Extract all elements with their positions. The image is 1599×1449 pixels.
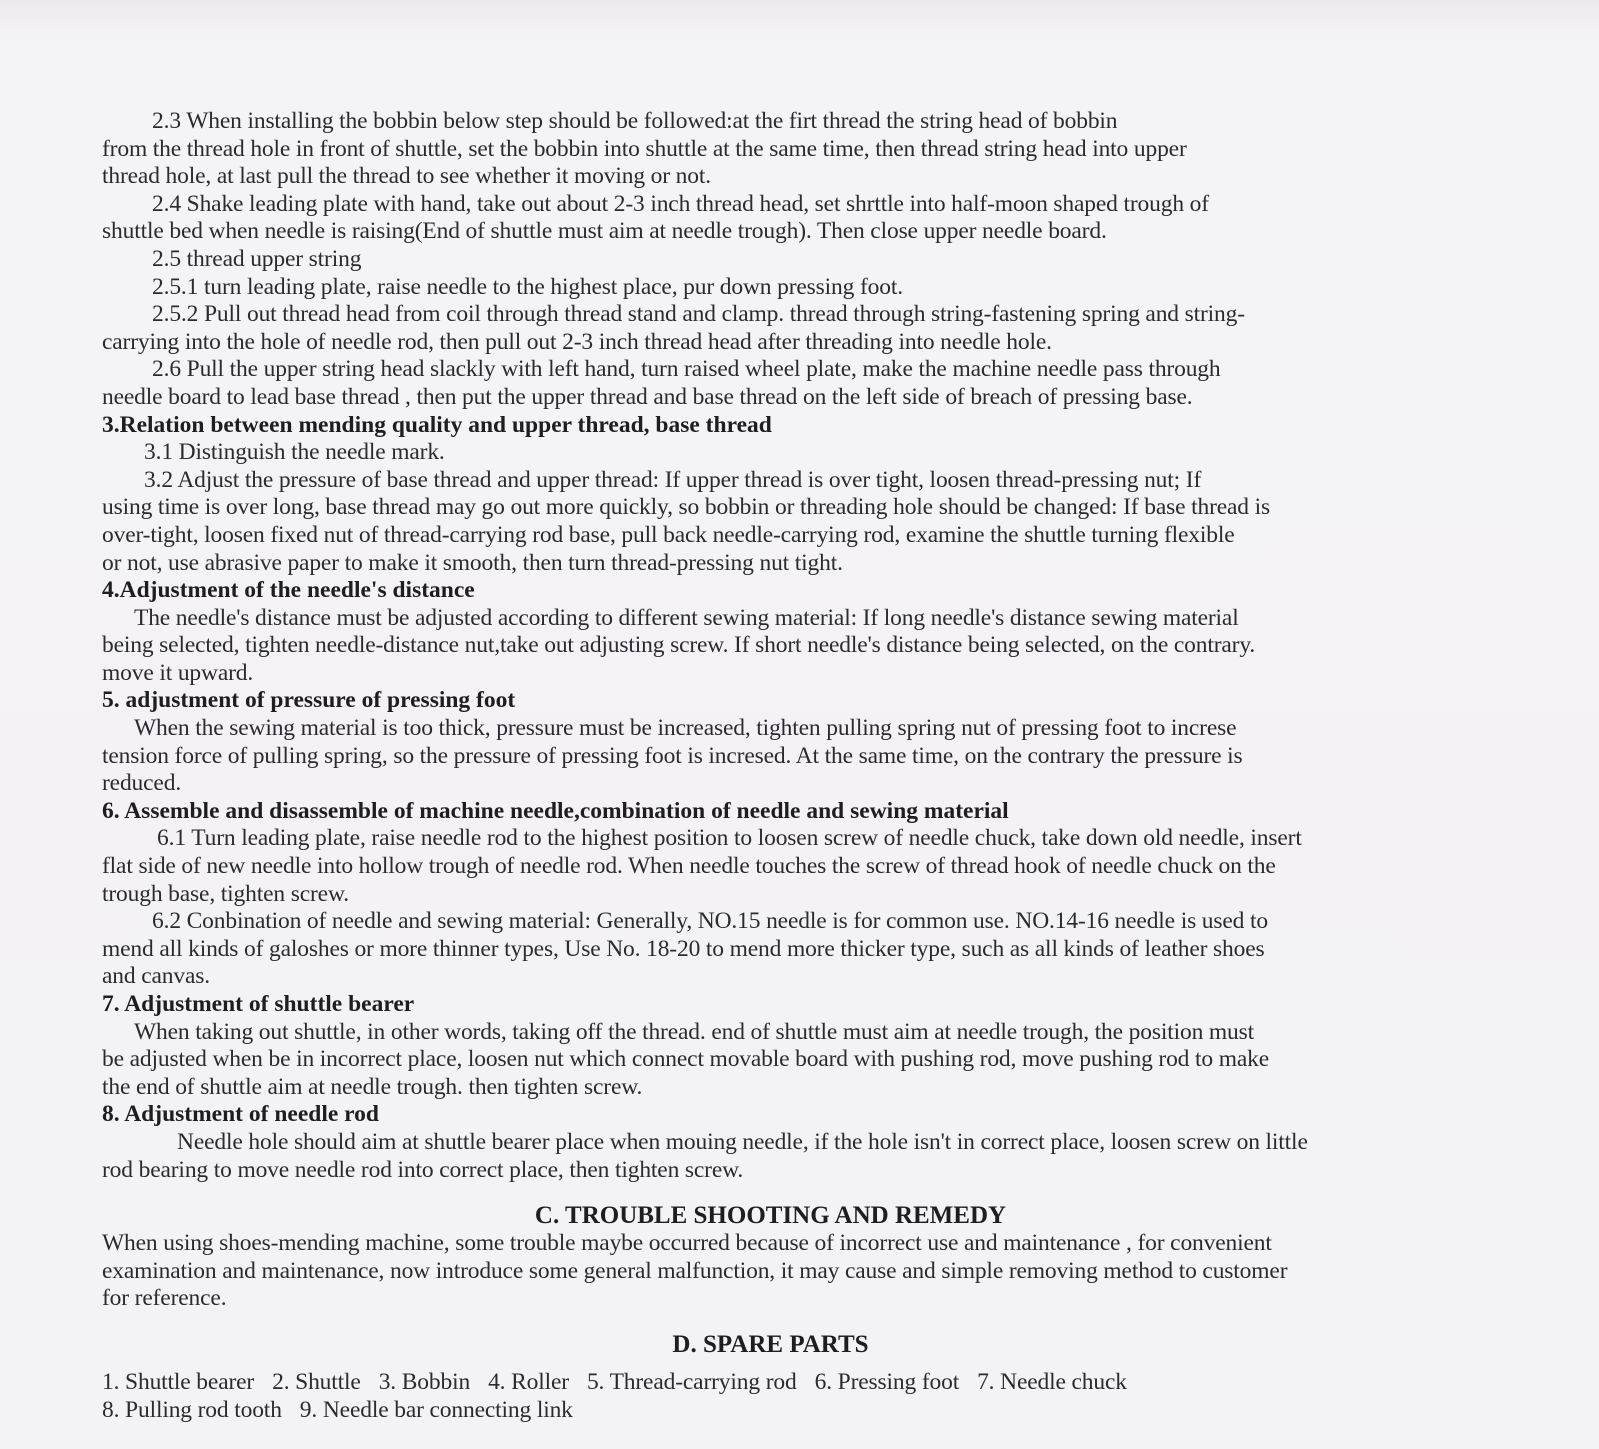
- text-line: using time is over long, base thread may go out more quickly, so bobbin or threading hole should be changed: If base thread is: [102, 494, 1271, 521]
- spare-part-item: 5. Thread-carrying rod: [586, 1368, 797, 1395]
- text-line: thread hole, at last pull the thread to see whether it moving or not.: [102, 163, 711, 190]
- text-line: over-tight, loosen fixed nut of thread-carrying rod base, pull back needle-carrying rod, examine the shuttle turning flexible: [102, 521, 1235, 548]
- text-line: 2.6 Pull the upper string head slackly with left hand, turn raised wheel plate, make the machine needle pass through: [152, 356, 1221, 383]
- paragraph-2-5-2: [102, 301, 1439, 356]
- text-line: for reference.: [102, 1285, 227, 1312]
- paragraph-6-2: [102, 908, 1439, 991]
- paragraph-2-5: 2.5 thread upper string: [152, 245, 362, 272]
- spare-part-item: 8. Pulling rod tooth: [102, 1396, 282, 1423]
- text-line: When the sewing material is too thick, pressure must be increased, tighten pulling spring nut of pressing foot to increse: [134, 715, 1237, 742]
- spare-parts-heading: D. SPARE PARTS: [672, 1330, 869, 1358]
- section-4-heading: 4.Adjustment of the needle's distance: [102, 577, 475, 604]
- trouble-shooting-body: [102, 1230, 1439, 1313]
- paragraph-2-5-1: 2.5.1 turn leading plate, raise needle to the highest place, pur down pressing foot.: [152, 273, 903, 300]
- text-line: mend all kinds of galoshes or more thinner types, Use No. 18-20 to mend more thicker type, such as all kinds of leather shoes: [102, 935, 1265, 962]
- spare-part-item: 2. Shuttle: [272, 1368, 361, 1395]
- text-line: or not, use abrasive paper to make it smooth, then turn thread-pressing nut tight.: [102, 549, 843, 576]
- section-8-body: [102, 1129, 1439, 1184]
- paragraph-2-6: [102, 356, 1439, 411]
- section-4-body: [102, 605, 1439, 688]
- text-line: be adjusted when be in incorrect place, loosen nut which connect movable board with pushing rod, move pushing rod to make: [102, 1046, 1269, 1073]
- spare-parts-row: [102, 1397, 1439, 1425]
- spare-part-item: 4. Roller: [488, 1368, 569, 1395]
- paragraph-2-3: [102, 108, 1439, 191]
- section-6-heading: 6. Assemble and disassemble of machine needle,combination of needle and sewing material: [102, 797, 1009, 824]
- spare-part-item: 1. Shuttle bearer: [102, 1368, 255, 1395]
- text-line: flat side of new needle into hollow trough of needle rod. When needle touches the screw of thread hook of needle chuck on the: [102, 853, 1276, 880]
- text-line: carrying into the hole of needle rod, then pull out 2-3 inch thread head after threading into needle hole.: [102, 328, 1052, 355]
- paragraph-2-4: [102, 191, 1439, 246]
- text-line: Needle hole should aim at shuttle bearer place when mouing needle, if the hole isn't in correct place, loosen screw on little: [177, 1128, 1308, 1155]
- section-5-heading: 5. adjustment of pressure of pressing foot: [102, 687, 516, 714]
- text-line: and canvas.: [102, 963, 210, 990]
- section-3-heading: 3.Relation between mending quality and upper thread, base thread: [102, 411, 772, 438]
- text-line: the end of shuttle aim at needle trough. then tighten screw.: [102, 1073, 643, 1100]
- text-line: 3.2 Adjust the pressure of base thread and upper thread: If upper thread is over tight, loosen thread-pressing nut; If: [144, 466, 1202, 493]
- text-line: 6.1 Turn leading plate, raise needle rod to the highest position to loosen screw of needle chuck, take down old needle, insert: [157, 825, 1302, 852]
- text-line: trough base, tighten screw.: [102, 880, 349, 907]
- text-line: rod bearing to move needle rod into correct place, then tighten screw.: [102, 1156, 744, 1183]
- text-line: move it upward.: [102, 659, 254, 686]
- text-line: When taking out shuttle, in other words, taking off the thread. end of shuttle must aim at needle trough, the position must: [134, 1018, 1255, 1045]
- text-line: reduced.: [102, 770, 182, 797]
- text-line: being selected, tighten needle-distance nut,take out adjusting screw. If short needle's distance being selected, on the contrary.: [102, 632, 1256, 659]
- text-line: 6.2 Conbination of needle and sewing material: Generally, NO.15 needle is for common use. NO.14-16 needle is used to: [152, 908, 1268, 935]
- paragraph-6-1: [102, 825, 1439, 908]
- text-line: When using shoes-mending machine, some trouble maybe occurred because of incorrect use and maintenance , for convenient: [102, 1230, 1272, 1257]
- section-5-body: [102, 715, 1439, 798]
- section-8-heading: 8. Adjustment of needle rod: [102, 1101, 379, 1128]
- spare-parts-row: [102, 1369, 1439, 1397]
- text-line: 2.5.2 Pull out thread head from coil through thread stand and clamp. thread through string-fastening spring and string-: [152, 301, 1245, 328]
- trouble-shooting-heading: C. TROUBLE SHOOTING AND REMEDY: [534, 1202, 1007, 1230]
- spare-part-item: 6. Pressing foot: [814, 1368, 960, 1395]
- text-line: The needle's distance must be adjusted according to different sewing material: If long needle's distance sewing material: [134, 604, 1239, 631]
- text-line: shuttle bed when needle is raising(End of shuttle must aim at needle trough). Then close upper needle board.: [102, 218, 1107, 245]
- section-7-heading: 7. Adjustment of shuttle bearer: [102, 991, 415, 1017]
- paragraph-3-1: 3.1 Distinguish the needle mark.: [144, 439, 445, 466]
- text-line: examination and maintenance, now introduce some general malfunction, it may cause and simple removing method to customer: [102, 1257, 1288, 1284]
- section-7-body: [102, 1019, 1439, 1102]
- text-line: tension force of pulling spring, so the pressure of pressing foot is incresed. At the same time, on the contrary the pressure is: [102, 742, 1243, 769]
- text-line: 2.4 Shake leading plate with hand, take out about 2-3 inch thread head, set shrttle into half-moon shaped trough of: [152, 190, 1209, 217]
- spare-part-item: 9. Needle bar connecting link: [299, 1396, 573, 1423]
- text-line: needle board to lead base thread , then put the upper thread and base thread on the left side of breach of pressing base.: [102, 383, 1193, 410]
- spare-part-item: 7. Needle chuck: [977, 1368, 1127, 1395]
- text-line: 2.3 When installing the bobbin below step should be followed:at the firt thread the string head of bobbin: [152, 108, 1118, 134]
- spare-part-item: 3. Bobbin: [378, 1368, 471, 1395]
- paragraph-3-2: [102, 467, 1439, 577]
- text-line: from the thread hole in front of shuttle, set the bobbin into shuttle at the same time, then thread string head into upper: [102, 135, 1187, 162]
